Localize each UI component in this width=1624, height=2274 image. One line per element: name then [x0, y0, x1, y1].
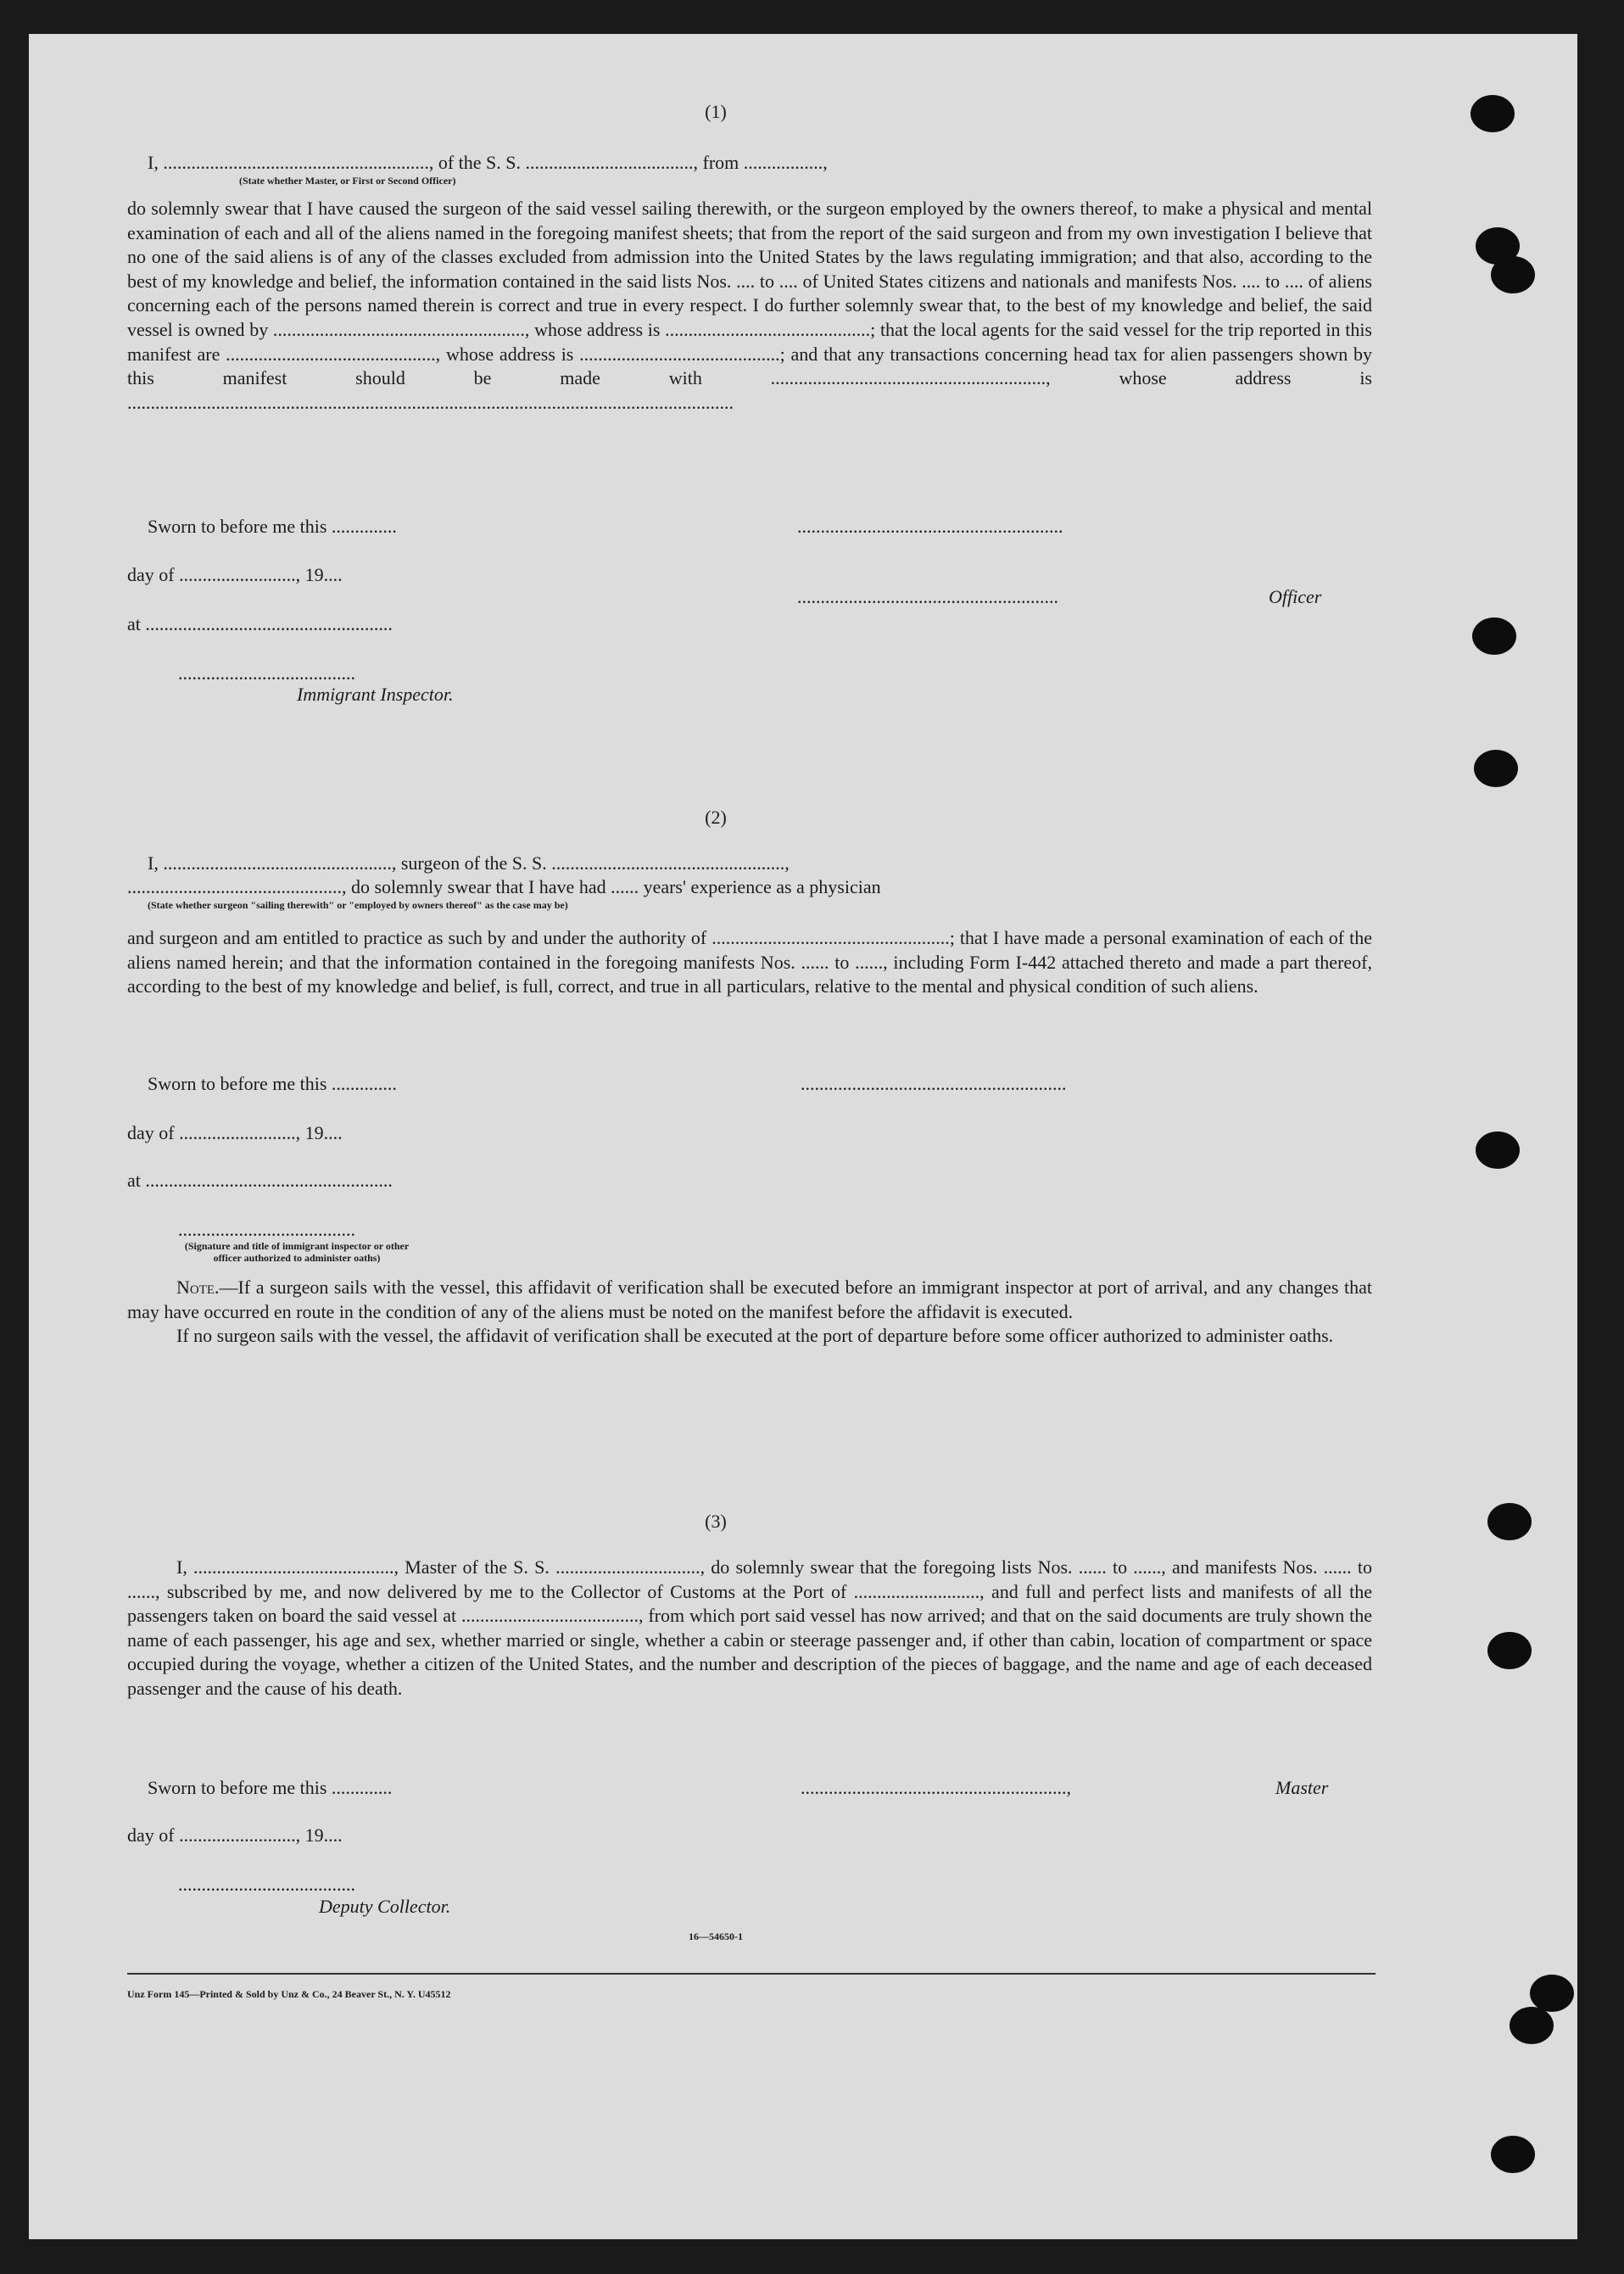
punch-hole: [1487, 1503, 1532, 1540]
section-1-sworn: Sworn to before me this ..............: [148, 516, 397, 537]
punch-hole: [1530, 1975, 1574, 2012]
section-3-number: (3): [705, 1511, 727, 1532]
section-3-day: day of ........................., 19....: [127, 1824, 343, 1846]
section-2-signature-line-right: .........................................................: [801, 1073, 1067, 1094]
note-label: Note.: [176, 1277, 220, 1298]
section-3-master-label: Master: [1275, 1777, 1329, 1798]
section-2-day: day of ........................., 19....: [127, 1122, 343, 1143]
section-2-sworn: Sworn to before me this ..............: [148, 1073, 397, 1094]
punch-hole: [1471, 95, 1515, 132]
section-1-oath-text: do solemnly swear that I have caused the surgeon of the said vessel sailing therewith, or the surgeon employed by the owners thereof, to make a physical and mental examination of each and all of the aliens named in the foregoing manifest sheets; that from the report of the said surgeon and from my own investigation I believe that no one of the said aliens is of any of the classes excluded from admission into the United States by the laws regulating immigration; and that also, according to the best of my knowledge and belief, the information contained in the said lists Nos. .... to .... of United States citizens and nationals and manifests Nos. .... to .... of aliens concerning each of the persons named therein is correct and true in every respect. I do further solemnly swear that, to the best of my knowledge and belief, the said vessel is owned by ......................................................, whose address is ............................................; that the local agents for the said vessel for the trip reported in this manifest are ............................................., whose address is ...........................................; and that any transactions concerning head tax for alien passengers shown by this manifest should be made with ..........................................................., whose address is ..................................................................................................................................: [127, 198, 1372, 413]
section-1-number: (1): [705, 101, 727, 122]
punch-hole: [1472, 617, 1516, 655]
section-1-at: at .....................................................: [127, 613, 393, 634]
section-1-signature-line-left: ......................................: [178, 662, 355, 684]
section-1-line-1: I, ........................................................., of the S. S. ...................................., from .................,: [148, 152, 828, 173]
section-2-line-1: I, ................................................., surgeon of the S. S. ..................................................,: [148, 852, 790, 874]
section-2-surgeon-note: (State whether surgeon "sailing therewith" or "employed by owners thereof" as the case may be): [148, 899, 568, 911]
document-page: [29, 34, 1577, 2239]
punch-hole: [1474, 750, 1518, 787]
section-3-oath-text: I, ..........................................., Master of the S. S. ..............................., do solemnly swear that the foregoing lists Nos. ...... to ......, and manifests Nos. ...... to ......, subscribed by me, and now delivered by me to the Collector of Customs at the Port of ..........................., and full and perfect lists and manifests of all the passengers taken on board the said vessel at ......................................, from which port said vessel has now arrived; and that on the said documents are truly shown the name of each passenger, his age and sex, whether married or single, whether a cabin or steerage passenger and, if other than cabin, location of compartment or space occupied during the voyage, whether a citizen of the United States, and the number and description of the pieces of baggage, and the name and age of each deceased passenger and the cause of his death.: [127, 1556, 1372, 1699]
section-1-officer-note: (State whether Master, or First or Second Officer): [239, 175, 456, 187]
form-code: 16—54650-1: [689, 1930, 743, 1942]
section-1-signature-line-right: .........................................................: [797, 516, 1063, 537]
section-2-oath-text: and surgeon and am entitled to practice as such by and under the authority of ...................................................; that I have made a personal examination of each of the aliens named herein; and that the information contained in the foregoing manifests Nos. ...... to ......, including Form I-442 attached thereto and made a part thereof, according to the best of my knowledge and belief, is full, correct, and true in all particulars, relative to the mental and physical condition of such aliens.: [127, 927, 1372, 997]
punch-hole: [1476, 1131, 1520, 1169]
note-text-2: If no surgeon sails with the vessel, the affidavit of verification shall be executed at the port of departure before some officer authorized to administer oaths.: [176, 1325, 1334, 1347]
section-1-officer-line: ........................................................: [797, 586, 1058, 607]
section-2-signature-line-left: ......................................: [178, 1219, 355, 1240]
section-1-officer-label: Officer: [1269, 586, 1322, 607]
section-1-immigrant-inspector: Immigrant Inspector.: [297, 684, 454, 705]
section-2-signature-note: (Signature and title of immigrant inspector or other officer authorized to administer oaths): [184, 1240, 410, 1264]
section-2-number: (2): [705, 807, 727, 828]
punch-hole: [1487, 1632, 1532, 1669]
punch-hole: [1491, 256, 1535, 293]
section-3-master-line: .........................................................,: [801, 1777, 1071, 1798]
section-3-signature-line-left: ......................................: [178, 1874, 355, 1895]
section-3-deputy-collector: Deputy Collector.: [319, 1896, 451, 1917]
section-1-day: day of ........................., 19....: [127, 564, 343, 585]
section-2-note: [127, 1276, 1372, 1349]
note-text: —If a surgeon sails with the vessel, this affidavit of verification shall be executed before an immigrant inspector at port of arrival, and any changes that may have occurred en route in the condition of any of the aliens must be noted on the manifest before the affidavit is executed.: [127, 1277, 1372, 1322]
section-2-at: at .....................................................: [127, 1170, 393, 1191]
printer-footer: Unz Form 145—Printed & Sold by Unz & Co., 24 Beaver St., N. Y. U45512: [127, 1988, 451, 2000]
section-3-sworn: Sworn to before me this .............: [148, 1777, 393, 1798]
footer-divider: [127, 1973, 1376, 1975]
punch-hole: [1510, 2007, 1554, 2044]
punch-hole: [1491, 2136, 1535, 2173]
section-2-line-2: .............................................., do solemnly swear that I have had ...... years' experience as a physician: [127, 876, 881, 897]
